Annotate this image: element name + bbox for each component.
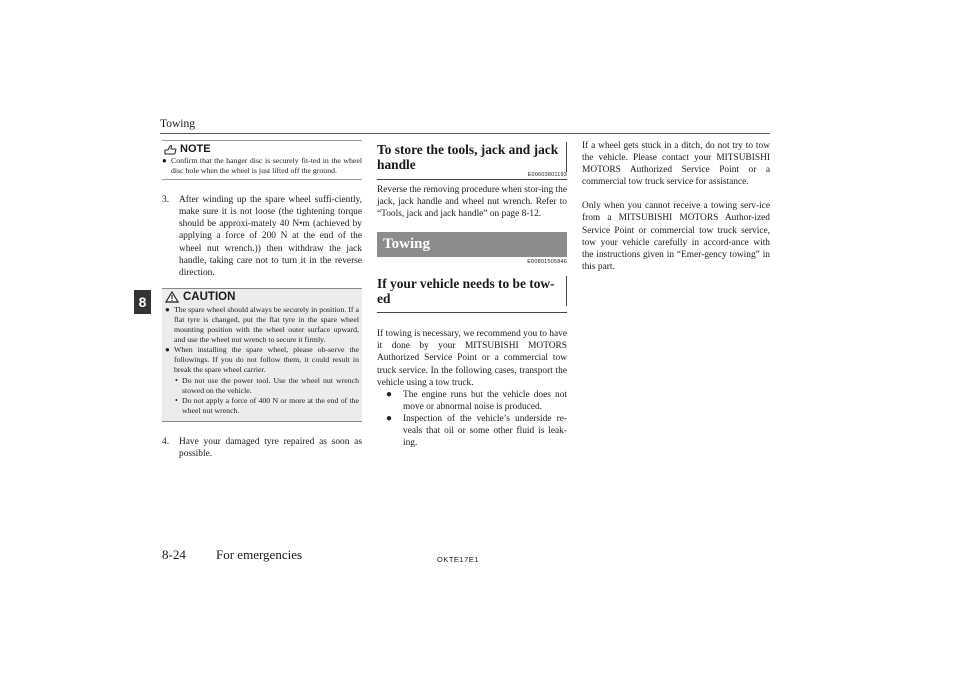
emergency-towing-paragraph: Only when you cannot receive a towing serv-ice from a MITSUBISHI MOTORS Author-ized Service Point or commercial tow truck service, tow your vehicle carefully in accord-ance with the instructions given in “Emer-gency towing” in this part. <box>582 201 770 272</box>
document-code: OKTE17E1 <box>437 555 479 564</box>
round-bullet-icon: ● <box>162 156 167 165</box>
small-bullet-icon: • <box>175 375 178 385</box>
footer-section-title: For emergencies <box>216 547 303 562</box>
store-tools-text: Reverse the removing procedure when stor-ing the jack, jack handle and wheel nut wrench. Refer to “Tools, jack and jack handle” on page 8-12. <box>377 185 567 220</box>
step-number: 4. <box>162 436 170 447</box>
store-tools-heading: To store the tools, jack and jack handle <box>377 142 567 172</box>
step-text: Have your damaged tyre repaired as soon as possible. <box>179 436 362 459</box>
round-bullet-icon: ● <box>165 304 170 314</box>
needs-towing-heading: If your vehicle needs to be tow-ed <box>377 276 567 306</box>
list-item: ● Inspection of the vehicle’s underside re-veals that oil or some other fluid is leak-ing. <box>377 413 567 449</box>
round-bullet-icon: ● <box>165 345 170 355</box>
right-column <box>582 140 770 273</box>
page-number: 8-24 <box>162 547 186 562</box>
header-rule <box>160 133 770 134</box>
note-item: ● Confirm that the hanger disc is securely fit-ted in the wheel disc hole when the wheel is just lifted off the ground. <box>162 156 362 176</box>
round-bullet-icon: ● <box>386 388 393 400</box>
note-label: NOTE <box>180 143 211 155</box>
warning-triangle-icon <box>165 291 179 303</box>
step-3 <box>162 194 362 279</box>
caution-sub-item: • Do not apply a force of 400 N or more at the end of the wheel nut wrench. <box>175 395 359 415</box>
step-4 <box>162 436 362 460</box>
small-bullet-icon: • <box>175 395 178 405</box>
note-box <box>162 140 362 180</box>
towing-section-heading: Towing <box>377 232 567 257</box>
running-header: Towing <box>160 118 195 130</box>
note-badge <box>162 143 216 155</box>
caution-box <box>162 288 362 422</box>
note-hand-icon <box>164 144 177 155</box>
caution-label: CAUTION <box>183 291 236 304</box>
needs-towing-text: If towing is necessary, we recommend you to have it done by your MITSUBISHI MOTORS Authorized Service Point or a commercial tow truck service. In the following cases, transport the vehicle using a tow truck. <box>377 329 567 388</box>
list-item: ● The engine runs but the vehicle does not move or abnormal noise is produced. <box>377 389 567 413</box>
step-number: 3. <box>162 195 170 206</box>
caution-sub-item: • Do not use the power tool. Use the wheel nut wrench stowed on the vehicle. <box>175 375 359 395</box>
section-code: E00603801193 <box>377 172 567 180</box>
ditch-paragraph: If a wheel gets stuck in a ditch, do not try to tow the vehicle. Please contact your MITSUBISHI MOTORS Authorized Service Point or a commercial tow truck service for assistance. <box>582 141 770 188</box>
middle-column <box>377 140 567 449</box>
caution-item: ● When installing the spare wheel, please ob-serve the followings. If you do not follow them, it could result in break the spare wheel carrier. <box>165 345 359 375</box>
caution-item: ● The spare wheel should always be securely in position. If a flat tyre is changed, put the flat tyre in the spare wheel mounting position with the wheel outer surface upward, and use the wheel nut wrench to secure it firmly. <box>165 304 359 345</box>
step-text: After winding up the spare wheel suffi-ciently, make sure it is not loose (the tightening torque should be approxi-mately 40 N•m (achieved by applying a force of 200 N at the end of the wheel nut wrench.)) then withdraw the jack handle, taking care not to turn it in the reverse direction. <box>179 195 362 278</box>
chapter-tab: 8 <box>134 290 151 314</box>
round-bullet-icon: ● <box>386 412 393 424</box>
section-code: E00801505846 <box>527 259 567 266</box>
heading-rule <box>377 306 567 313</box>
left-column <box>162 140 362 460</box>
